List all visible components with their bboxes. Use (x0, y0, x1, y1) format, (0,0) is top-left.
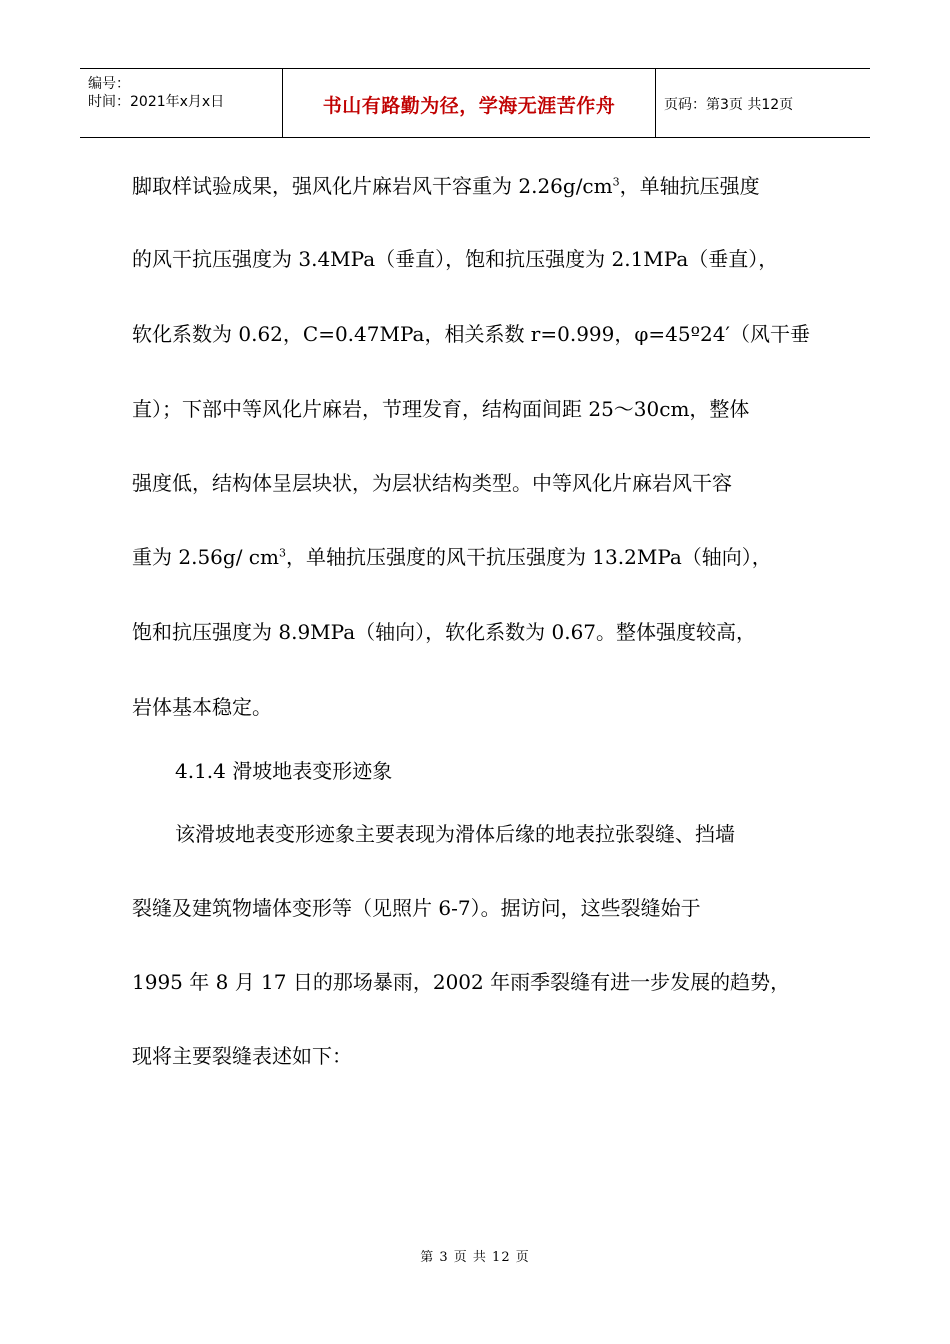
body-line-2: 的风干抗压强度为 3.4MPa（垂直），饱和抗压强度为 2.1MPa（垂直）， (132, 247, 779, 271)
body-line-9: 该滑坡地表变形迹象主要表现为滑体后缘的地表拉张裂缝、挡墙 (175, 822, 735, 846)
body-line-6-tail: ，单轴抗压强度的风干抗压强度为 13.2MPa（轴向）， (285, 545, 772, 569)
body-line-4: 直）；下部中等风化片麻岩，节理发育，结构面间距 25～30cm，整体 (132, 397, 750, 421)
body-line-3: 软化系数为 0.62，C=0.47MPa，相关系数 r=0.999，φ=45º24′（风干垂 (132, 322, 810, 346)
header-motto: 书山有路勤为径，学海无涯苦作舟 (322, 95, 616, 117)
header-page-info: 页码：第3页 共12页 (664, 97, 794, 113)
document-number-label: 编号： (88, 76, 130, 92)
page-footer: 第 3 页 共 12 页 (420, 1250, 530, 1265)
body-line-5: 强度低，结构体呈层块状，为层状结构类型。中等风化片麻岩风干容 (132, 471, 732, 495)
body-line-6 (132, 545, 772, 569)
superscript: 3 (612, 175, 620, 189)
body-line-1 (132, 174, 760, 198)
page-header (80, 68, 870, 138)
section-heading: 4.1.4 滑坡地表变形迹象 (175, 759, 393, 783)
body-line-10: 裂缝及建筑物墙体变形等（见照片 6-7）。据访问，这些裂缝始于 (132, 896, 701, 920)
body-line-12: 现将主要裂缝表述如下： (132, 1044, 352, 1068)
header-meta-cell (80, 69, 282, 137)
body-line-1-tail: ，单轴抗压强度 (619, 174, 760, 198)
header-motto-cell (282, 69, 656, 137)
body-line-7: 饱和抗压强度为 8.9MPa（轴向），软化系数为 0.67。整体强度较高， (132, 620, 757, 644)
body-line-6-text: 重为 2.56g/ cm (132, 545, 279, 569)
body-line-11: 1995 年 8 月 17 日的那场暴雨，2002 年雨季裂缝有进一步发展的趋势， (132, 970, 791, 994)
document-time-label: 时间：2021年x月x日 (88, 94, 225, 110)
header-page-cell (655, 69, 870, 137)
body-line-1-text: 脚取样试验成果，强风化片麻岩风干容重为 2.26g/cm (132, 174, 613, 198)
body-line-8: 岩体基本稳定。 (132, 695, 272, 719)
superscript: 3 (278, 546, 286, 560)
